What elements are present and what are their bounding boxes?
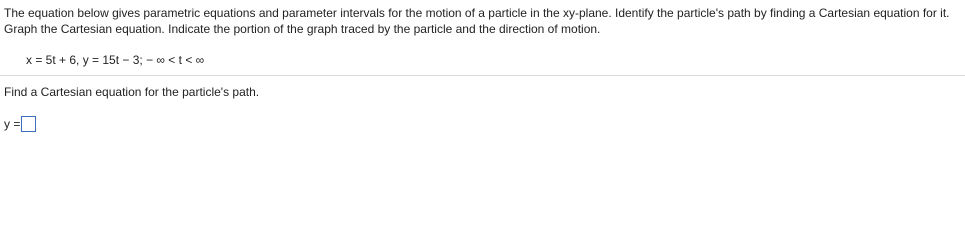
parametric-equation: x = 5t + 6, y = 15t − 3; − ∞ < t < ∞ <box>26 53 205 67</box>
answer-input[interactable] <box>21 116 36 132</box>
section-divider <box>0 75 965 76</box>
answer-label: y = <box>4 117 21 131</box>
question-prompt: Find a Cartesian equation for the particle's path. <box>4 85 260 99</box>
answer-row <box>4 114 36 134</box>
problem-statement: The equation below gives parametric equations and parameter intervals for the motion of a particle in the xy-plane. Identify the particle's path by finding a Cartesian equation for it. Graph the Cartesian equation. Indicate the portion of the graph traced by the particle and the direction of motion. <box>4 6 950 36</box>
